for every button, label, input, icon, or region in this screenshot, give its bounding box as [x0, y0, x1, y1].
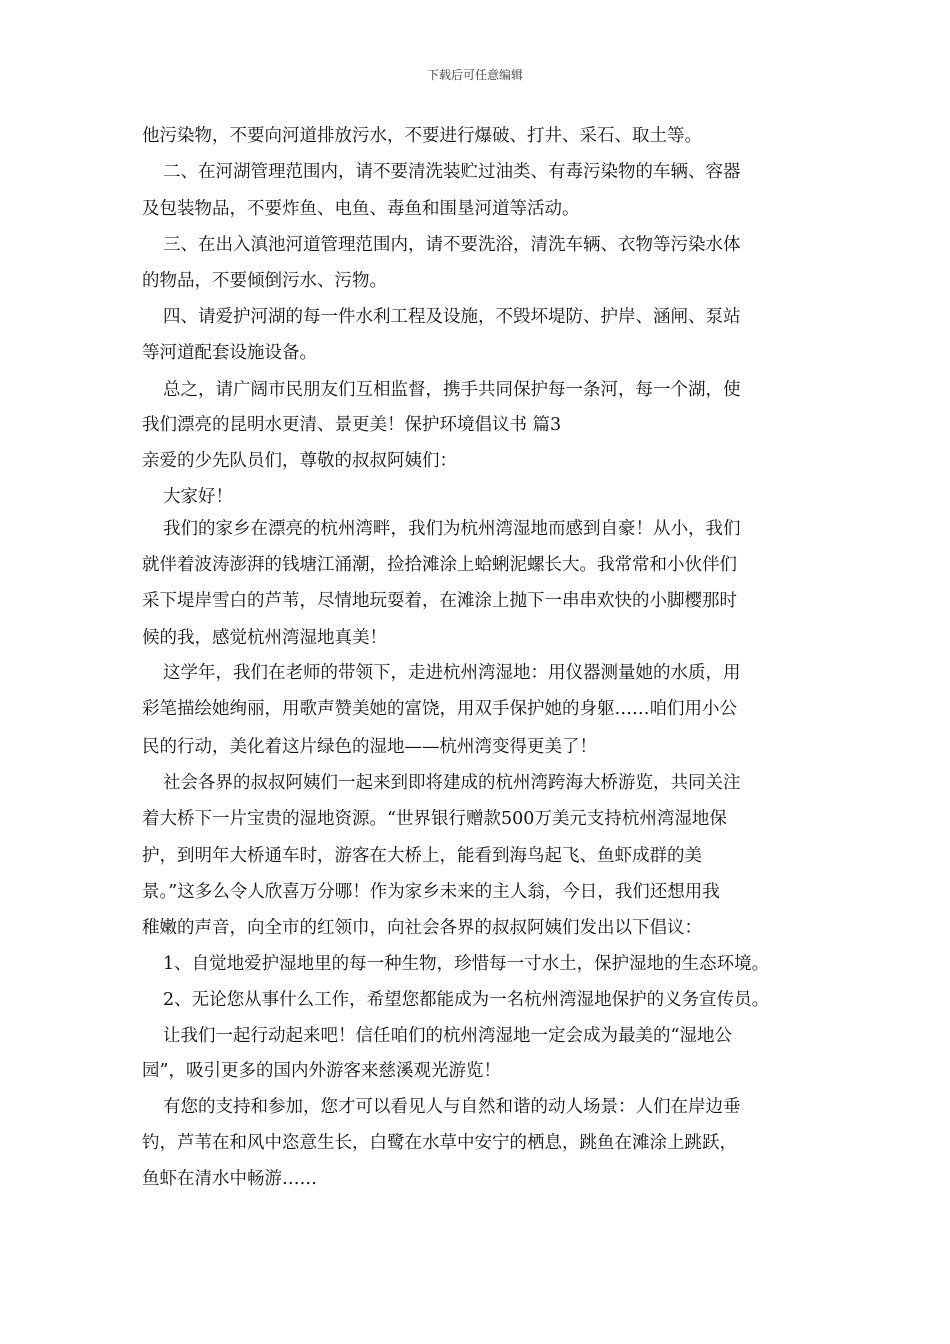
text-line: 我们漂亮的昆明水更清、景更美！保护环境倡议书 篇3: [142, 415, 562, 435]
text-line: 稚嫩的声音，向全市的红领巾，向社会各界的叔叔阿姨们发出以下倡议：: [142, 918, 702, 938]
text-line: 我们的家乡在漂亮的杭州湾畔，我们为杭州湾湿地而感到自豪！从小，我们: [163, 519, 741, 539]
text-line: 四、请爱护河湖的每一件水利工程及设施，不毁坏堤防、护岸、涵闸、泵站: [163, 307, 741, 327]
text-line: 着大桥下一片宝贵的湿地资源。“世界银行赠款500万美元支持杭州湾湿地保: [142, 809, 727, 829]
text-line: 彩笔描绘她绚丽，用歌声赞美她的富饶，用双手保护她的身躯……咱们用小公: [142, 699, 737, 719]
text-line: 1、自觉地爱护湿地里的每一种生物，珍惜每一寸水土，保护湿地的生态环境。: [163, 954, 770, 974]
text-line: 景。”这多么令人欣喜万分哪！作为家乡未来的主人翁，今日，我们还想用我: [142, 882, 720, 902]
text-line: 三、在出入滇池河道管理范围内，请不要洗浴，清洗车辆、衣物等污染水体: [163, 235, 741, 255]
text-line: 园”，吸引更多的国内外游客来慈溪观光游览！: [142, 1061, 501, 1081]
text-line: 让我们一起行动起来吧！信任咱们的杭州湾湿地一定会成为最美的“湿地公: [163, 1026, 732, 1046]
text-line: 候的我，感觉杭州湾湿地真美！: [142, 628, 387, 648]
text-line: 有您的支持和参加，您才可以看见人与自然和谐的动人场景：人们在岸边垂: [163, 1097, 741, 1117]
text-line: 及包装物品，不要炸鱼、电鱼、毒鱼和围垦河道等活动。: [142, 199, 580, 219]
text-line: 总之，请广阔市民朋友们互相监督，携手共同保护每一条河，每一个湖，使: [163, 380, 741, 400]
text-line: 二、在河湖管理范围内，请不要清洗装贮过油类、有毒污染物的车辆、容器: [163, 162, 741, 182]
text-line: 社会各界的叔叔阿姨们一起来到即将建成的杭州湾跨海大桥游览，共同关注: [163, 773, 741, 793]
text-line: 采下堤岸雪白的芦苇，尽情地玩耍着，在滩涂上抛下一串串欢快的小脚樱那时: [142, 591, 737, 611]
text-line: 这学年，我们在老师的带领下，走进杭州湾湿地：用仪器测量她的水质，用: [163, 663, 741, 683]
text-line: 等河道配套设施设备。: [142, 343, 317, 363]
text-line: 就伴着波涛澎湃的钱塘江涌潮，捡拾滩涂上蛤蜊泥螺长大。我常常和小伙伴们: [142, 555, 737, 575]
text-line: 钓，芦苇在和风中恣意生长，白鹭在水草中安宁的栖息，跳鱼在滩涂上跳跃，: [142, 1133, 737, 1153]
page-header: 下载后可任意编辑: [426, 68, 523, 82]
text-line: 他污染物，不要向河道排放污水，不要进行爆破、打井、采石、取土等。: [142, 126, 702, 146]
text-line: 的物品，不要倾倒污水、污物。: [142, 271, 387, 291]
text-line: 护，到明年大桥通车时，游客在大桥上，能看到海鸟起飞、鱼虾成群的美: [142, 846, 702, 866]
text-line: 2、无论您从事什么工作，希望您都能成为一名杭州湾湿地保护的义务宣传员。: [163, 990, 770, 1010]
text-line: 亲爱的少先队员们，尊敬的叔叔阿姨们：: [142, 451, 457, 471]
text-line: 大家好！: [163, 487, 233, 507]
text-line: 鱼虾在清水中畅游……: [142, 1169, 317, 1189]
text-line: 民的行动，美化着这片绿色的湿地——杭州湾变得更美了！: [142, 737, 597, 757]
